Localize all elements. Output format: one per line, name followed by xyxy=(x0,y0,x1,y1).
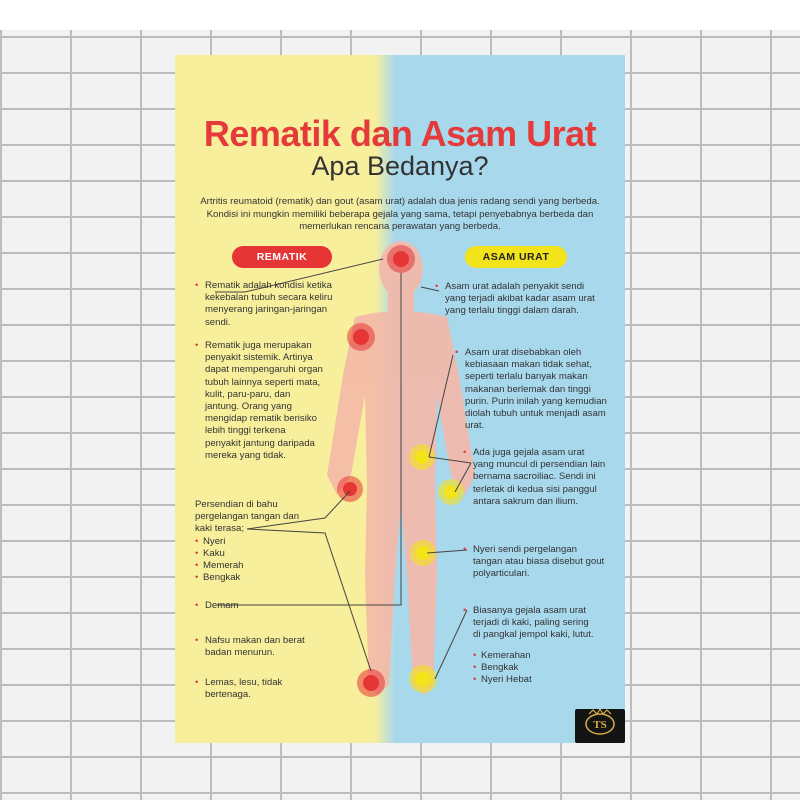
rematik-point-5: • Nafsu makan dan berat badan menurun. xyxy=(195,635,305,659)
rematik-point-4: • Demam xyxy=(195,600,239,611)
page-subtitle: Apa Bedanya? xyxy=(311,151,489,181)
page-title: Rematik dan Asam Urat xyxy=(203,113,597,154)
list-item: • Kemerahan xyxy=(473,650,597,662)
list-item: • Nyeri Hebat xyxy=(473,674,597,686)
logo-text: TS xyxy=(593,719,607,731)
poster xyxy=(175,55,625,743)
rematik-label: REMATIK xyxy=(232,246,332,268)
list-item: • Bengkak xyxy=(195,572,315,584)
asam-urat-label: ASAM URAT xyxy=(465,246,567,268)
asam-urat-point-2: • Asam urat disebabkan oleh kebiasaan makan tidak sehat, seperti terlalu banyak makan makanan berlemak dan tinggi purin. Purin inilah yang kemudian diolah tubuh untuk menjadi asam urat. xyxy=(455,347,607,432)
rematik-point-3: Persendian di bahu pergelangan tangan dan kaki terasa; • Nyeri • Kaku • Memerah • Bengkak xyxy=(195,499,315,584)
rematik-symptom-list xyxy=(195,536,315,585)
rematik-point-6: • Lemas, lesu, tidak bertenaga. xyxy=(195,677,283,701)
list-item: • Bengkak xyxy=(473,662,597,674)
intro-text: Artritis reumatoid (rematik) dan gout (asam urat) adalah dua jenis radang sendi yang berbeda. Kondisi ini mungkin memiliki beberapa gejala yang sama, tetapi penyebabnya berbeda dan memerlukan rencana perawatan yang berbeda. xyxy=(200,196,600,232)
list-item: • Memerah xyxy=(195,560,315,572)
asam-urat-symptom-list xyxy=(473,650,597,687)
asam-urat-point-4: • Nyeri sendi pergelangan tangan atau biasa disebut gout polyarticulari. xyxy=(463,544,605,580)
rematik-point-2: • Rematik juga merupakan penyakit sistemik. Artinya dapat mempengaruhi organ tubuh lainnya seperti mata, kulit, paru-paru, dan jantung. Orang yang mengidap rematik berisiko lebih tinggi terkena penyakit jantung daripada mereka yang tidak. xyxy=(195,340,323,461)
list-item: • Kaku xyxy=(195,548,315,560)
list-item: • Nyeri xyxy=(195,536,315,548)
brand-logo xyxy=(575,709,625,743)
asam-urat-point-3: • Ada juga gejala asam urat yang muncul di persendian lain bernama sacroiliac. Sendi ini terletak di kedua sisi panggul antara sakrum dan ilium. xyxy=(463,447,606,507)
rematik-point-1: • Rematik adalah kondisi ketika kekebalan tubuh secara keliru menyerang jaringan-jaringan sendi. xyxy=(195,280,333,328)
asam-urat-point-5: • Biasanya gejala asam urat terjadi di kaki, paling sering di pangkal jempol kaki, lutut. • Kemerahan • Bengkak • Nyeri Hebat xyxy=(473,605,597,686)
asam-urat-point-1: • Asam urat adalah penyakit sendi yang terjadi akibat kadar asam urat yang terlalu tinggi dalam darah. xyxy=(435,281,595,317)
